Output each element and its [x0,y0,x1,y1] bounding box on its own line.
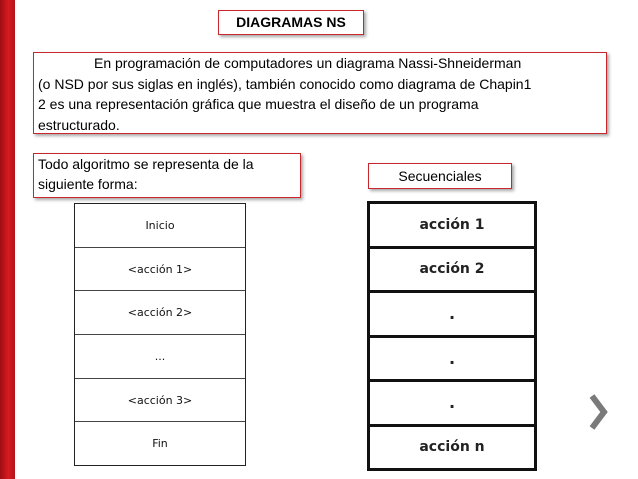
note-line-1: Todo algoritmo se representa de la [38,156,254,172]
seq-cell-accion-2: acción 2 [370,249,534,294]
intro-line-3: 2 es una representación gráfica que muestra el diseño de un programa [38,96,479,112]
seq-cell-dot-2: . [370,338,534,383]
intro-line-1 [38,53,602,74]
intro-text-box [33,52,607,134]
diagram-cell-ellipsis: ... [75,335,245,379]
seq-cell-dot-1: . [370,293,534,338]
slide-title: DIAGRAMAS NS [218,10,364,35]
intro-line-2: (o NSD por sus siglas en inglés), también conocido como diagrama de Chapin1 [38,75,532,92]
seq-cell-accion-1: acción 1 [370,204,534,249]
diagram-cell-accion-2: <acción 2> [75,291,245,335]
seq-cell-dot-3: . [370,382,534,427]
note-text-box [33,153,301,198]
general-ns-diagram [74,203,246,466]
note-line-2: siguiente forma: [38,176,138,192]
intro-line-4: estructurado. [38,116,120,133]
seq-cell-accion-n: acción n [419,439,485,456]
intro-line-1-text: En programación de computadores un diagrama Nassi-Shneiderman [94,55,522,71]
diagram-cell-inicio: Inicio [75,204,245,248]
diagram-cell-fin: Fin [152,437,168,451]
diagram-cell-accion-1: <acción 1> [75,248,245,292]
left-accent-bar [0,0,15,479]
chevron-right-icon[interactable] [588,394,608,430]
sequential-ns-diagram [367,201,537,471]
sequential-label: Secuenciales [368,163,512,189]
diagram-cell-accion-3: <acción 3> [75,379,245,423]
